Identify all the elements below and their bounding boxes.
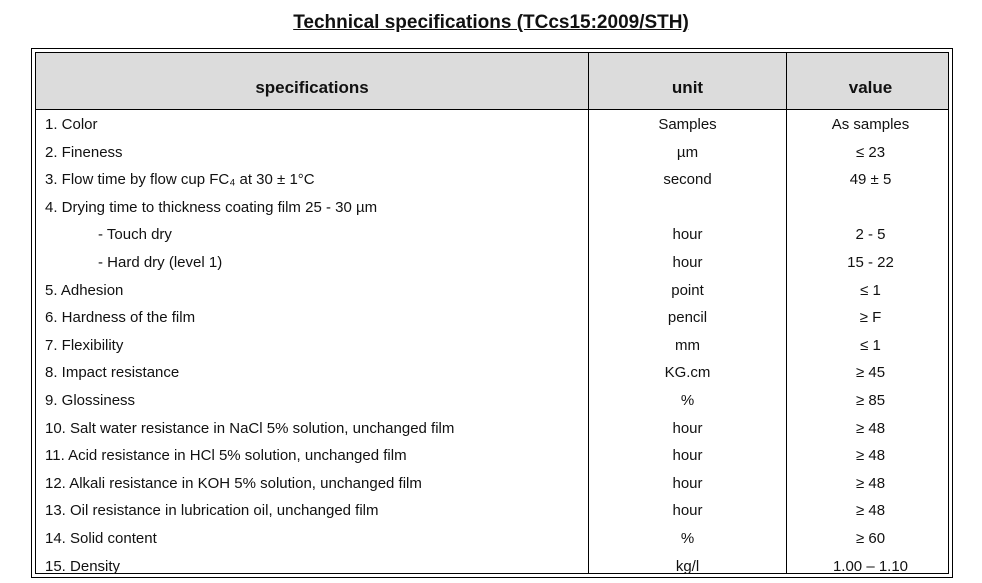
unit-cell: hour: [672, 474, 703, 492]
spec-cell: 15. Density: [45, 557, 121, 575]
table-row: [36, 248, 948, 275]
table-row: [36, 331, 948, 358]
spec-cell: 12. Alkali resistance in KOH 5% solution, unchanged film: [45, 474, 422, 492]
header-value: value: [848, 78, 893, 97]
table-row: [36, 524, 948, 551]
spec-table-frame: [31, 48, 953, 578]
unit-cell: Samples: [658, 116, 717, 133]
table-row: [36, 414, 948, 441]
table-row: [36, 496, 948, 523]
table-row: [36, 165, 948, 192]
spec-cell: 8. Impact resistance: [45, 364, 180, 382]
spec-cell: - Hard dry (level 1): [98, 254, 223, 271]
document-title-text: Technical specifications (TCcs15:2009/STH): [293, 12, 689, 33]
spec-cell: 2. Fineness: [45, 143, 123, 161]
table-row: [36, 358, 948, 385]
spec-cell: 10. Salt water resistance in NaCl 5% solution, unchanged film: [45, 419, 455, 437]
spec-cell: 3. Flow time by flow cup FC₄ at 30 ± 1°C: [45, 171, 315, 189]
spec-cell: 5. Adhesion: [45, 281, 124, 299]
unit-cell: hour: [672, 447, 703, 465]
unit-cell: hour: [672, 502, 703, 520]
value-cell: ≥ 48: [855, 447, 886, 465]
value-cell: As samples: [831, 116, 910, 133]
header-unit: unit: [671, 78, 704, 97]
value-cell: ≥ 48: [855, 502, 886, 520]
unit-cell: %: [680, 392, 695, 409]
unit-cell: µm: [676, 143, 699, 161]
spec-cell: 14. Solid content: [45, 530, 157, 547]
table-row: [36, 441, 948, 468]
value-cell: ≥ 60: [855, 530, 886, 547]
unit-cell: kg/l: [675, 557, 700, 575]
spec-cell: 1. Color: [45, 116, 98, 133]
value-cell: ≤ 23: [855, 143, 886, 161]
spec-cell: 9. Glossiness: [45, 392, 136, 409]
value-cell: ≤ 1: [860, 281, 881, 299]
table-row: [36, 276, 948, 303]
unit-cell: hour: [672, 254, 703, 271]
table-row: [36, 138, 948, 165]
table-row: [36, 110, 948, 137]
spec-cell: 7. Flexibility: [45, 336, 124, 354]
unit-cell: hour: [672, 419, 703, 437]
value-cell: ≥ 85: [855, 392, 886, 409]
unit-cell: mm: [675, 336, 700, 354]
unit-cell: %: [680, 530, 695, 547]
table-row: [36, 469, 948, 496]
table-row: [36, 552, 948, 579]
value-cell: ≥ 48: [855, 474, 886, 492]
unit-cell: second: [663, 171, 712, 189]
value-cell: 1.00 – 1.10: [832, 557, 909, 575]
value-cell: 15 - 22: [847, 254, 894, 271]
document-title: [0, 12, 982, 34]
value-cell: 2 - 5: [855, 226, 886, 244]
unit-cell: pencil: [667, 309, 708, 327]
unit-cell: point: [671, 281, 704, 299]
value-cell: ≥ 45: [855, 364, 886, 382]
table-row: [36, 386, 948, 413]
header-specifications: specifications: [255, 78, 369, 97]
value-cell: ≤ 1: [860, 336, 881, 354]
table-row: [36, 303, 948, 330]
spec-cell: - Touch dry: [98, 226, 172, 244]
value-cell: 49 ± 5: [849, 171, 892, 189]
value-cell: ≥ F: [859, 309, 882, 327]
spec-cell: 11. Acid resistance in HCl 5% solution, unchanged film: [45, 447, 407, 465]
value-cell: ≥ 48: [855, 419, 886, 437]
spec-table: [35, 52, 949, 574]
table-row: [36, 193, 948, 220]
unit-cell: hour: [672, 226, 703, 244]
table-row: [36, 220, 948, 247]
unit-cell: KG.cm: [664, 364, 711, 382]
spec-cell: 6. Hardness of the film: [45, 309, 196, 327]
spec-cell: 13. Oil resistance in lubrication oil, unchanged film: [45, 502, 379, 520]
spec-cell: 4. Drying time to thickness coating film 25 - 30 µm: [45, 198, 378, 216]
table-header: [36, 53, 948, 110]
